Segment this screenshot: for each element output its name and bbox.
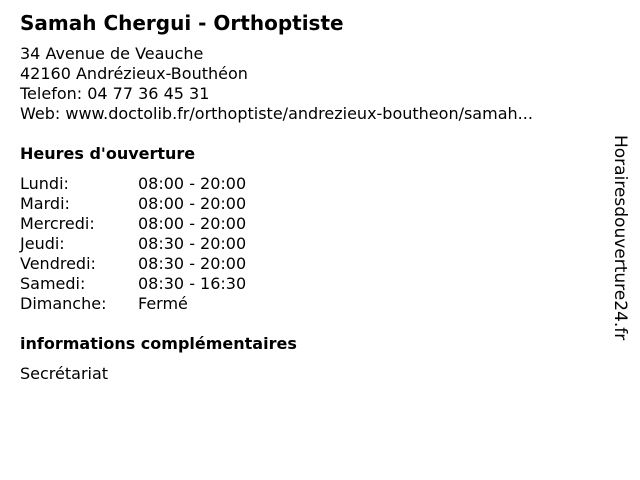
hours-day: Mercredi: [20, 214, 95, 233]
city-address: 42160 Andrézieux-Bouthéon [20, 64, 248, 83]
opening-hours-table [20, 174, 246, 314]
hours-time: 08:00 - 20:00 [138, 214, 247, 233]
hours-day: Lundi: [20, 174, 69, 193]
hours-day: Dimanche: [20, 294, 107, 313]
hours-day: Samedi: [20, 274, 86, 293]
hours-row-tuesday [20, 194, 246, 214]
hours-time: 08:30 - 16:30 [138, 274, 247, 293]
hours-day: Mardi: [20, 194, 70, 213]
opening-hours-heading: Heures d'ouverture [20, 144, 196, 163]
website-link[interactable]: Web: www.doctolib.fr/orthoptiste/andrezieux-boutheon/samah... [20, 104, 533, 123]
hours-row-thursday [20, 234, 246, 254]
additional-info-text: Secrétariat [20, 364, 109, 383]
additional-info-heading: informations complémentaires [20, 334, 297, 353]
hours-day: Jeudi: [20, 234, 65, 253]
hours-row-saturday [20, 274, 246, 294]
hours-row-sunday [20, 294, 246, 314]
hours-time: 08:30 - 20:00 [138, 234, 247, 253]
address-block [20, 44, 533, 124]
street-address: 34 Avenue de Veauche [20, 44, 204, 63]
phone-number: Telefon: 04 77 36 45 31 [20, 84, 210, 103]
hours-time: Fermé [138, 294, 188, 313]
page-title: Samah Chergui - Orthoptiste [20, 11, 344, 35]
hours-time: 08:30 - 20:00 [138, 254, 247, 273]
hours-row-monday [20, 174, 246, 194]
hours-time: 08:00 - 20:00 [138, 194, 247, 213]
site-watermark: Horairesdouverture24.fr [610, 135, 630, 341]
hours-row-wednesday [20, 214, 246, 234]
hours-day: Vendredi: [20, 254, 96, 273]
hours-time: 08:00 - 20:00 [138, 174, 247, 193]
hours-row-friday [20, 254, 246, 274]
